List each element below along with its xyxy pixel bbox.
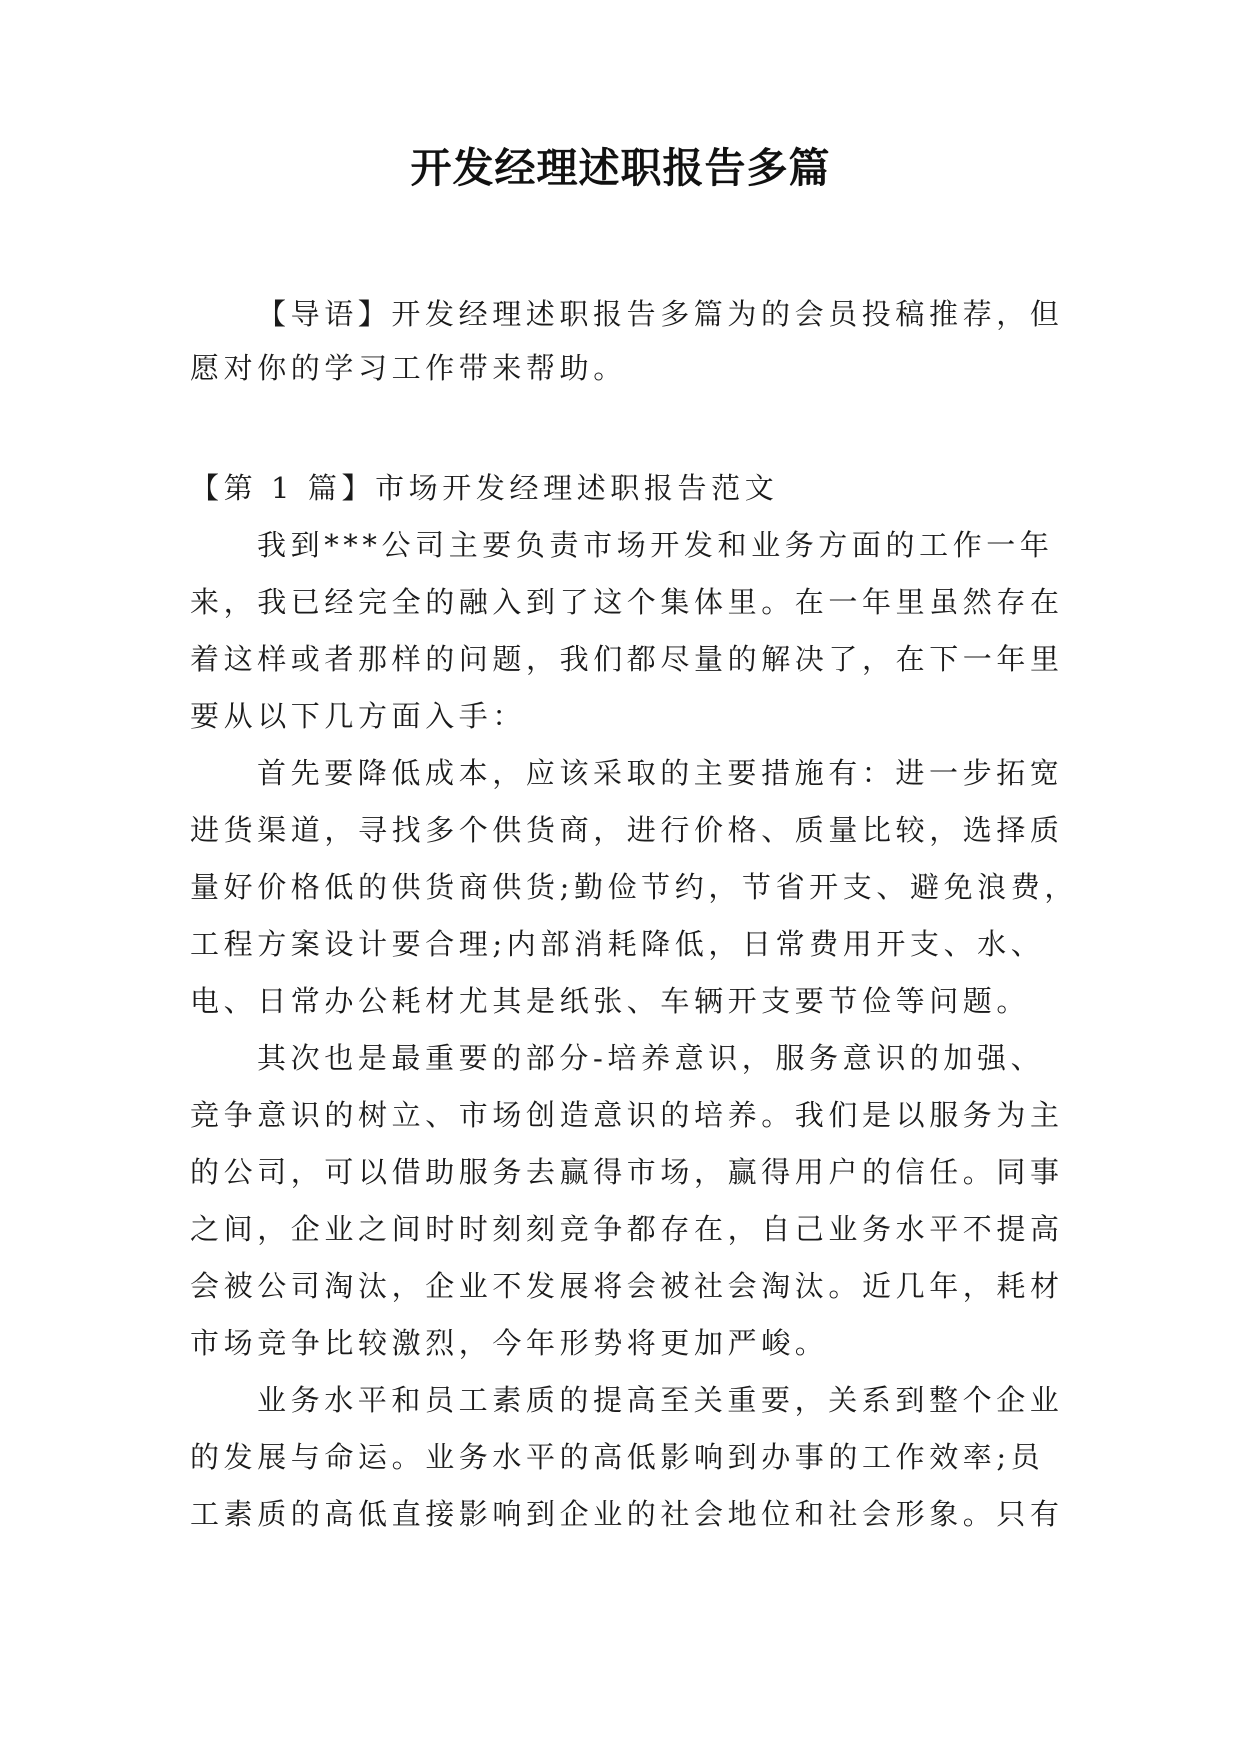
paragraph-line: 来，我已经完全的融入到了这个集体里。在一年里虽然存在 (190, 585, 1064, 619)
paragraph-line: 首先要降低成本，应该采取的主要措施有：进一步拓宽 (257, 756, 1064, 790)
paragraph-line: 着这样或者那样的问题，我们都尽量的解决了，在下一年里 (190, 642, 1064, 676)
intro-line: 【导语】开发经理述职报告多篇为的会员投稿推荐，但 (257, 297, 1064, 331)
paragraph-line: 进货渠道，寻找多个供货商，进行价格、质量比较，选择质 (190, 813, 1064, 847)
paragraph-line: 市场竞争比较激烈，今年形势将更加严峻。 (190, 1326, 829, 1360)
paragraph-line: 的发展与命运。业务水平的高低影响到办事的工作效率;员 (190, 1440, 1045, 1474)
paragraph-line: 之间，企业之间时时刻刻竞争都存在，自己业务水平不提高 (190, 1212, 1064, 1246)
paragraph-line: 我到***公司主要负责市场开发和业务方面的工作一年 (257, 528, 1054, 562)
paragraph-line: 电、日常办公耗材尤其是纸张、车辆开支要节俭等问题。 (190, 984, 1031, 1018)
paragraph-line: 竞争意识的树立、市场创造意识的培养。我们是以服务为主 (190, 1098, 1064, 1132)
paragraph-line: 的公司，可以借助服务去赢得市场，赢得用户的信任。同事 (190, 1155, 1064, 1189)
paragraph-line: 工程方案设计要合理;内部消耗降低，日常费用开支、水、 (190, 927, 1045, 961)
paragraph-line: 其次也是最重要的部分-培养意识，服务意识的加强、 (257, 1041, 1045, 1075)
paragraph-line: 会被公司淘汰，企业不发展将会被社会淘汰。近几年，耗材 (190, 1269, 1064, 1303)
paragraph-line: 量好价格低的供货商供货;勤俭节约，节省开支、避免浪费， (190, 870, 1078, 904)
paragraph-line: 业务水平和员工素质的提高至关重要，关系到整个企业 (257, 1383, 1064, 1417)
paragraph-line: 工素质的高低直接影响到企业的社会地位和社会形象。只有 (190, 1497, 1064, 1531)
paragraph-line: 要从以下几方面入手： (190, 699, 527, 733)
section-heading: 【第 1 篇】市场开发经理述职报告范文 (190, 471, 779, 505)
intro-line: 愿对你的学习工作带来帮助。 (190, 351, 627, 385)
document-title: 开发经理述职报告多篇 (410, 144, 831, 192)
